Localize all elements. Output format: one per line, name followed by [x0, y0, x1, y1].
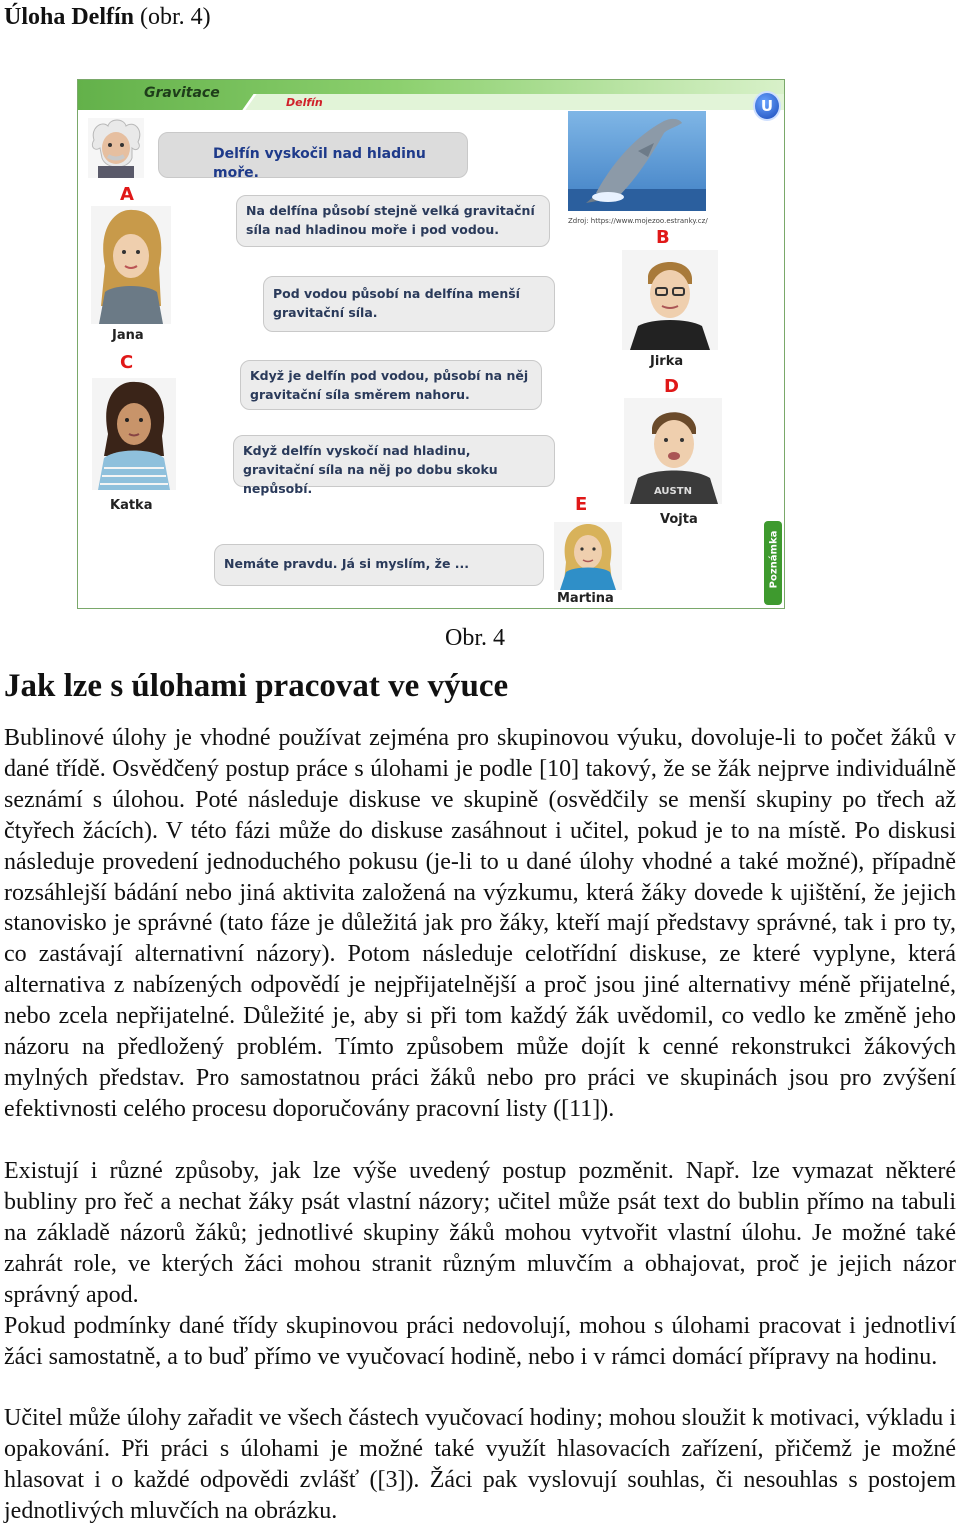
question-bubble: [158, 132, 468, 181]
speech-bubble-c: [240, 360, 542, 410]
speech-bubble-b-text: Pod vodou působí na delfína menší gravitační síla.: [273, 286, 520, 320]
speech-bubble-d-text: Když delfín vyskočí nad hladinu, gravitační síla na něj po dobu skoku nepůsobí.: [243, 443, 498, 496]
task-heading-bold: Úloha Delfín: [4, 4, 135, 30]
speaker-name-a: Jana: [112, 328, 144, 343]
jana-portrait-icon: [91, 206, 171, 324]
figure-header-title: Gravitace: [144, 85, 220, 101]
question-text: Delfín vyskočil nad hladinu moře.: [213, 146, 426, 181]
paragraph-4: Učitel může úlohy zařadit ve všech částech vyučovací hodiny; mohou sloužit k motivaci, výkladu i opakování. Při práci s úlohami je možné také využít hlasovacích zařízení, přičemž je možné hlasovat i o každé odpovědi zvlášť ([3]). Žáci pak vyslovují souhlas, či nesouhlas s postojem jednotlivých mluvčích na obrázku.: [4, 1405, 956, 1524]
figure-header-subtitle: Delfín: [286, 96, 323, 109]
speech-bubble-c-text: Když je delfín pod vodou, působí na něj gravitační síla směrem nahoru.: [250, 368, 529, 402]
speech-bubble-b: [263, 276, 555, 332]
speaker-name-d: Vojta: [660, 512, 698, 527]
speaker-letter-a: A: [120, 184, 134, 205]
katka-portrait-icon: [92, 378, 176, 490]
martina-portrait-icon: [554, 522, 622, 590]
paragraph-1: Bublinové úlohy je vhodné používat zejména pro skupinovou výuku, dovoluje-li to počet žáků v dané třídě. Osvědčený postup práce s úlohami je podle [10] takový, že se žák nejprve individuálně seznámí s úlohou. Poté následuje diskuse ve skupině (osvědčily se menší skupiny po třech až čtyřech žácích). V této fázi může do diskuse zasáhnout i učitel, pokud je to na místě. Po diskusi následuje provedení jednoduchého pokusu (je-li to u dané úlohy vhodné a také možné), případně rozsáhlejší bádání nebo jiná aktivita založená na výzkumu, která žáky dovede k ujištění, že jejich stanovisko je správné (tato fáze je důležitá jak pro žáky, kteří mají představy správné, tak i pro ty, co zastávají alternativní názory). Potom následuje celotřídní diskuse, ze které vyplyne, která alternativa z nabízených odpovědí je nejpřijatelnější a proč jsou jiné alternativy méně přijatelné, nebo zcela nepřijatelné. Důležité je, aby si při tom každý žák uvědomil, co vedlo ke změně jeho názoru na předložený problém. Tímto způsobem může dojít k cenné rekonstrukci žákových mylných představ. Pro samostatnou práci žáků nebo pro práci ve skupinách jsou pro zvýšení efektivnosti celého procesu doporučovány pracovní listy ([11]).: [4, 725, 956, 1122]
jirka-portrait-icon: [622, 250, 718, 350]
speaker-letter-c: C: [120, 352, 134, 373]
scientist-portrait-icon: [88, 118, 144, 178]
task-heading: [4, 4, 211, 31]
speech-bubble-e: [214, 544, 544, 586]
task-heading-rest: (obr. 4): [134, 4, 211, 30]
speaker-name-c: Katka: [110, 498, 153, 513]
section-title: Jak lze s úlohami pracovat ve výuce: [4, 668, 509, 704]
speaker-letter-b: B: [656, 227, 670, 248]
paragraph-2: Existují i různé způsoby, jak lze výše uvedený postup pozměnit. Např. lze vymazat některé bubliny pro řeč a nechat žáky psát vlastní názory; učitel může psát text do bublin přímo na tabuli na základě názorů žáků; jednotlivé skupiny žáků mohou vytvořit vlastní úlohu. Je možné také zahrát role, ve kterých žáci mohou stranit různým mluvčím a obhajovat, proč je jejich názor správný apod.: [4, 1158, 956, 1308]
figure-header-accent: [242, 94, 785, 110]
dolphin-photo-icon: [568, 111, 706, 211]
figure-side-tab-label: Poznámka: [768, 530, 780, 589]
paragraph-3: Pokud podmínky dané třídy skupinovou práci nedovolují, mohou s úlohami pracovat i jednotliví žáci samostatně, a to buď přímo ve vyučovací hodině, nebo i v rámci domácí přípravy na hodinu.: [4, 1313, 956, 1370]
speech-bubble-a-text: Na delfína působí stejně velká gravitační síla nad hladinou moře i pod vodou.: [246, 203, 535, 237]
figure-gravity-dolphin: [77, 79, 785, 609]
speaker-name-b: Jirka: [650, 354, 684, 369]
figure-side-tab: [764, 521, 782, 605]
svg-text:AUSTN: AUSTN: [654, 486, 692, 497]
vojta-portrait-icon: [624, 398, 722, 504]
speaker-name-e: Martina: [557, 591, 614, 606]
figure-badge-icon: U: [753, 91, 781, 121]
speech-bubble-e-text: Nemáte pravdu. Já si myslím, že ...: [224, 556, 470, 571]
speech-bubble-a: [236, 195, 550, 247]
image-source-note: Zdroj: https://www.mojezoo.estranky.cz/: [568, 217, 708, 225]
speaker-letter-e: E: [575, 494, 588, 515]
speech-bubble-d: [233, 435, 555, 496]
figure-caption: Obr. 4: [445, 625, 505, 651]
speaker-letter-d: D: [664, 376, 679, 397]
